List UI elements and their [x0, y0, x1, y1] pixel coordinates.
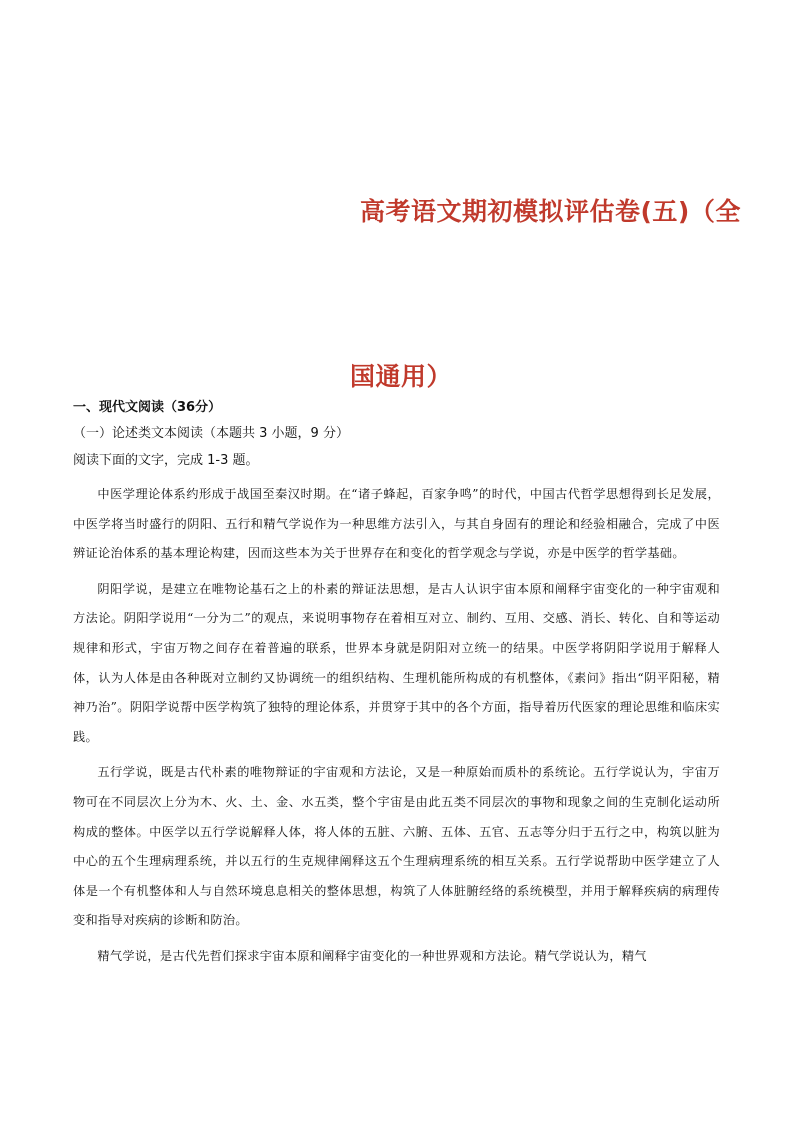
- reading-passage: [73, 480, 720, 972]
- document-title-line-1: 高考语文期初模拟评估卷(五)（全: [360, 197, 741, 226]
- section-subheading: （一）论述类文本阅读（本题共 3 小题，9 分）: [73, 426, 349, 441]
- reading-instruction: 阅读下面的文字，完成 1-3 题。: [73, 453, 259, 468]
- passage-paragraph-1: 中医学理论体系约形成于战国至秦汉时期。在“诸子蜂起，百家争鸣”的时代，中国古代哲学思想得到长足发展，中医学将当时盛行的阴阳、五行和精气学说作为一种思维方法引入，与其自身固有的理论和经验相融合，完成了中医辨证论治体系的基本理论构建，因而这些本为关于世界存在和变化的哲学观念与学说，亦是中医学的哲学基础。: [73, 487, 720, 561]
- passage-paragraph-3: 五行学说，既是古代朴素的唯物辩证的宇宙观和方法论，又是一种原始而质朴的系统论。五行学说认为，宇宙万物可在不同层次上分为木、火、土、金、水五类，整个宇宙是由此五类不同层次的事物和现象之间的生克制化运动所构成的整体。中医学以五行学说解释人体，将人体的五脏、六腑、五体、五官、五志等分归于五行之中，构筑以脏为中心的五个生理病理系统，并以五行的生克规律阐释这五个生理病理系统的相互关系。五行学说帮助中医学建立了人体是一个有机整体和人与自然环境息息相关的整体思想，构筑了人体脏腑经络的系统模型，并用于解释疾病的病理传变和指导对疾病的诊断和防治。: [73, 765, 720, 928]
- passage-paragraph-4: 精气学说，是古代先哲们探求宇宙本原和阐释宇宙变化的一种世界观和方法论。精气学说认为，精气: [97, 948, 647, 963]
- passage-paragraph-2: 阴阳学说，是建立在唯物论基石之上的朴素的辩证法思想，是古人认识宇宙本原和阐释宇宙变化的一种宇宙观和方法论。阴阳学说用“一分为二”的观点，来说明事物存在着相互对立、制约、互用、交感、消长、转化、自和等运动规律和形式，宇宙万物之间存在着普遍的联系，世界本身就是阴阳对立统一的结果。中医学将阴阳学说用于解释人体，认为人体是由各种既对立制约又协调统一的组织结构、生理机能所构成的有机整体，《素问》指出“阴平阳秘，精神乃治”。阴阳学说帮中医学构筑了独特的理论体系，并贯穿于其中的各个方面，指导着历代医家的理论思维和临床实践。: [73, 581, 720, 744]
- document-body: [73, 400, 720, 978]
- section-heading: 一、现代文阅读（36分）: [73, 400, 222, 415]
- document-title-line-2: 国通用）: [350, 362, 453, 391]
